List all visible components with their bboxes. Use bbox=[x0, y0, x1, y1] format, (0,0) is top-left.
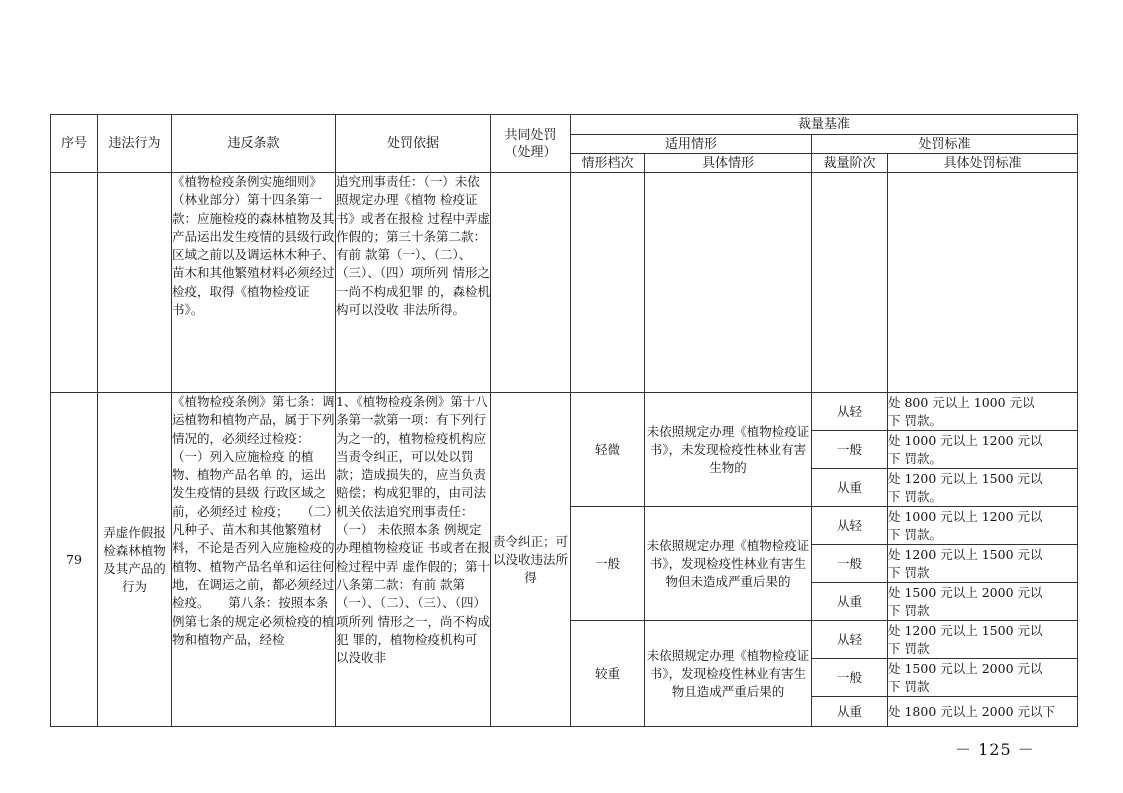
penalty-line: 处 1000 元以上 1200 元以 bbox=[888, 432, 1043, 448]
header-common bbox=[491, 115, 571, 173]
header-common-line1: 共同处罚 bbox=[504, 127, 557, 143]
penalty-line: 处 1000 元以上 1200 元以 bbox=[888, 508, 1043, 524]
penalty-line: 下 罚款 bbox=[888, 602, 930, 618]
header-specific: 具体处罚标准 bbox=[888, 154, 1078, 173]
continued-specific-cell bbox=[888, 173, 1078, 393]
penalty-line: 处 1800 元以上 2000 元以下 bbox=[888, 703, 1056, 719]
continued-situation-cell bbox=[645, 173, 812, 393]
continued-level-cell bbox=[571, 173, 645, 393]
penalty-standard bbox=[888, 621, 1078, 659]
continued-violation-cell bbox=[98, 173, 172, 393]
penalty-line: 处 1200 元以上 1500 元以 bbox=[888, 470, 1043, 486]
continued-order-cell bbox=[812, 173, 888, 393]
continued-clause-text: 《植物检疫条例实施细则》（林业部分）第十四条第一款：应施检疫的森林植物及其产品运出发生疫情的县级行政区域之前以及调运林木种子、苗木和其他繁殖材料必须经过检疫，取得《植物检疫证书》。 bbox=[172, 173, 336, 393]
header-standard: 处罚标准 bbox=[812, 135, 1078, 154]
situation-text: 未依照规定办理《植物检疫证书》，发现检疫性林业有害生物但未造成严重后果的 bbox=[645, 507, 812, 621]
header-order: 裁量阶次 bbox=[812, 154, 888, 173]
level-label: 轻微 bbox=[571, 393, 645, 507]
level-label: 较重 bbox=[571, 621, 645, 727]
order-label: 从重 bbox=[812, 583, 888, 621]
order-label: 一般 bbox=[812, 431, 888, 469]
continued-common-cell bbox=[491, 173, 571, 393]
penalty-standard bbox=[888, 469, 1078, 507]
situation-text: 未依照规定办理《植物检疫证书》，未发现检疫性林业有害生物的 bbox=[645, 393, 812, 507]
table-row bbox=[51, 173, 1078, 393]
penalty-line: 下 罚款。 bbox=[888, 450, 942, 466]
penalty-line: 下 罚款 bbox=[888, 640, 930, 656]
penalty-standard bbox=[888, 507, 1078, 545]
penalty-line: 下 罚款。 bbox=[888, 526, 942, 542]
order-label: 从重 bbox=[812, 697, 888, 727]
row-serial: 79 bbox=[51, 393, 98, 727]
page-number: － 125 － bbox=[955, 740, 1035, 759]
penalty-line: 下 罚款。 bbox=[888, 488, 942, 504]
order-label: 从轻 bbox=[812, 507, 888, 545]
penalty-standard bbox=[888, 583, 1078, 621]
clause-text: 《植物检疫条例》第七条：调运植物和植物产品，属于下列情况的，必须经过检疫： （一）列入应施检疫 的植物、植物产品名单 的，运出发生疫情的县级 行政区域之前，必须经过 检疫； （二）凡种子、苗木和其他繁殖材料，不论是否列入应施检疫的植物、植物产品名单和运往何地，在调运之前，都必须经过检疫。 第八条：按照本条例第七条的规定必须检疫的植物和植物产品，经检 bbox=[172, 393, 336, 727]
penalty-standard bbox=[888, 393, 1078, 431]
penalty-line: 下 罚款。 bbox=[888, 412, 942, 428]
continued-basis-text: 追究刑事责任：（一）未依照规定办理《植物 检疫证书》或者在报检 过程中弄虚作假的；第三十条第二款：有前 款第（一）、（二）、（三）、（四）项所列 情形之一尚不构成犯罪 的，森检机构可以没收 非法所得。 bbox=[336, 173, 491, 393]
penalty-line: 处 1200 元以上 1500 元以 bbox=[888, 622, 1043, 638]
penalty-standard bbox=[888, 431, 1078, 469]
order-label: 一般 bbox=[812, 545, 888, 583]
order-label: 从重 bbox=[812, 469, 888, 507]
order-label: 一般 bbox=[812, 659, 888, 697]
header-clause: 违反条款 bbox=[172, 115, 336, 173]
header-benchmark: 裁量基准 bbox=[571, 115, 1078, 135]
header-basis: 处罚依据 bbox=[336, 115, 491, 173]
header-applicable: 适用情形 bbox=[571, 135, 812, 154]
penalty-line: 处 1500 元以上 2000 元以 bbox=[888, 584, 1043, 600]
header-serial: 序号 bbox=[51, 115, 98, 173]
header-common-line2: （处理） bbox=[504, 144, 557, 160]
penalty-standard bbox=[888, 545, 1078, 583]
order-label: 从轻 bbox=[812, 393, 888, 431]
penalty-benchmark-table bbox=[50, 114, 1078, 727]
penalty-line: 下 罚款 bbox=[888, 678, 930, 694]
level-label: 一般 bbox=[571, 507, 645, 621]
penalty-standard bbox=[888, 659, 1078, 697]
violation-text: 弄虚作假报检森林植物及其产品的行为 bbox=[98, 393, 172, 727]
penalty-line: 处 1500 元以上 2000 元以 bbox=[888, 660, 1043, 676]
penalty-standard bbox=[888, 697, 1078, 727]
order-label: 从轻 bbox=[812, 621, 888, 659]
table-row bbox=[51, 393, 1078, 431]
penalty-line: 处 1200 元以上 1500 元以 bbox=[888, 546, 1043, 562]
header-violation: 违法行为 bbox=[98, 115, 172, 173]
header-level: 情形档次 bbox=[571, 154, 645, 173]
header-situation: 具体情形 bbox=[645, 154, 812, 173]
basis-text: 1、《植物检疫条例》第十八条第一款第一项：有下列行为之一的，植物检疫机构应当责令纠正，可以处以罚款；造成损失的，应当负责赔偿；构成犯罪的，由司法机关依法追究刑事责任：（一） 未依照本条 例规定办理植物检疫证 书或者在报检过程中弄 虚作假的；第十八条第二款：有前 款第（一）、（二）、（三）、（四）项所列 情形之一，尚不构成犯 罪的，植物检疫机构可 以没收非 bbox=[336, 393, 491, 727]
common-penalty-text: 责令纠正；可以没收违法所得 bbox=[491, 393, 571, 727]
penalty-line: 下 罚款 bbox=[888, 564, 930, 580]
penalty-line: 处 800 元以上 1000 元以 bbox=[888, 394, 1035, 410]
situation-text: 未依照规定办理《植物检疫证书》，发现检疫性林业有害生物且造成严重后果的 bbox=[645, 621, 812, 727]
continued-serial-cell bbox=[51, 173, 98, 393]
